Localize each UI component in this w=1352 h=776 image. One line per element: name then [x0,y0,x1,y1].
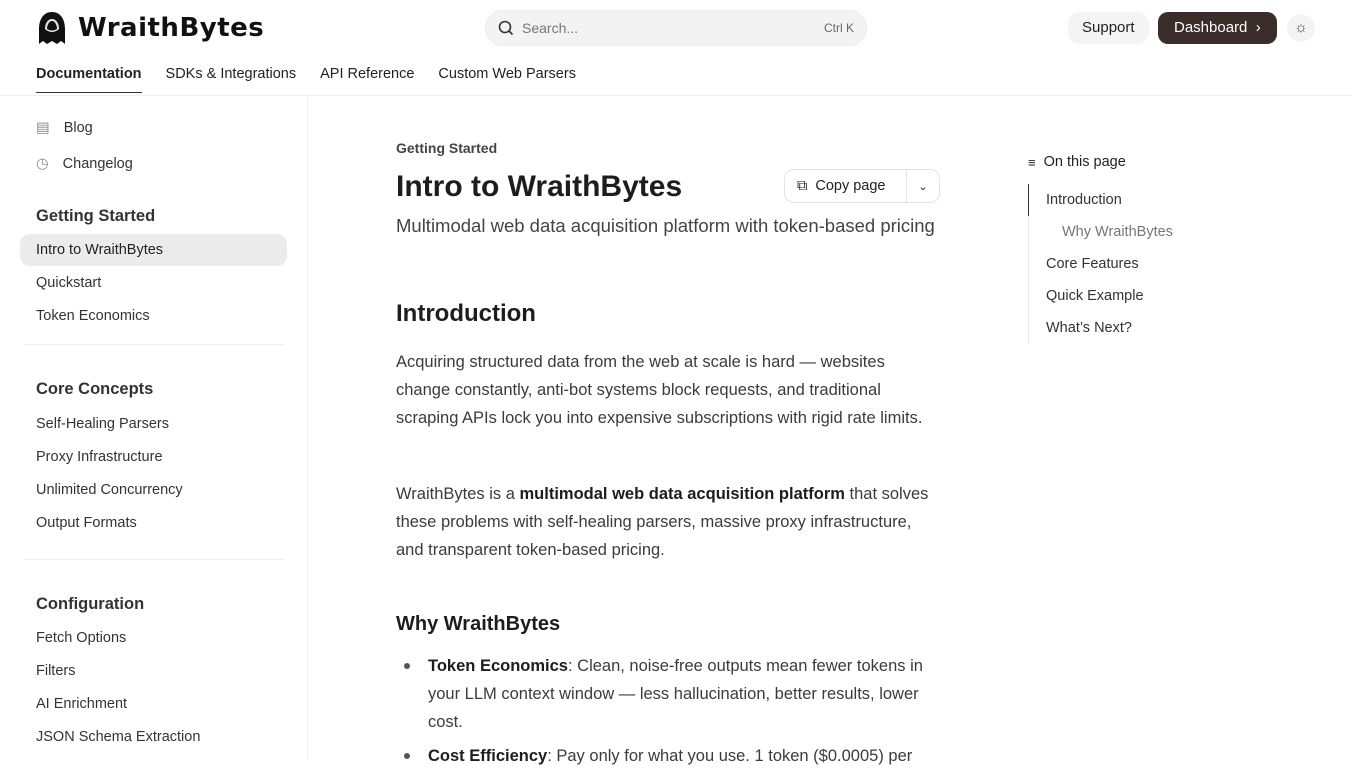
sidebar-item-intro[interactable]: Intro to WraithBytes [36,242,164,258]
sidebar-item-changelog[interactable] [36,156,133,172]
chevron-down-icon[interactable]: ⌄ [918,180,928,193]
tab-documentation[interactable]: Documentation [36,66,142,93]
sidebar-item-token-economics[interactable]: Token Economics [36,308,150,324]
sidebar-group-title: Getting Started [36,207,156,225]
bold-text: multimodal web data acquisition platform [519,485,845,503]
sidebar-item-label: Changelog [62,156,133,172]
paragraph [396,480,942,564]
paragraph: Acquiring structured data from the web at scale is hard — websites change constantly, anti-bot systems block requests, and traditional scraping APIs lock you into expensive subscriptions with rigid rate limits. [396,353,923,427]
ghost-logo-icon [36,11,68,45]
tab-custom-parsers[interactable]: Custom Web Parsers [438,66,576,82]
tab-api-reference[interactable]: API Reference [320,66,415,82]
divider [24,559,284,560]
toc-item-core-features[interactable]: Core Features [1046,256,1139,272]
search-shortcut: Ctrl K [824,21,854,35]
bold-text: Token Economics [428,657,568,675]
copy-page-button[interactable] [784,169,940,203]
toc-item-why[interactable]: Why WraithBytes [1062,224,1173,240]
section-heading: Why WraithBytes [396,613,561,635]
dashboard-button[interactable] [1158,12,1277,44]
text: WraithBytes is a [396,485,520,503]
search-placeholder: Search... [522,20,579,36]
sidebar-item-ai-enrichment[interactable]: AI Enrichment [36,696,128,712]
chevron-right-icon: › [1255,19,1261,36]
toc-item-whats-next[interactable]: What’s Next? [1046,320,1132,336]
text: that solves these problems with self-healing parsers, massive proxy infrastructure, and transparent token-based pricing. [396,485,929,559]
sidebar-item-label: Blog [63,120,93,136]
toc-list [1028,184,1228,344]
sidebar-item-fetch-options[interactable]: Fetch Options [36,630,127,646]
sidebar-item-filters[interactable]: Filters [36,663,76,679]
table-of-contents [1028,154,1173,336]
sidebar-group-title: Configuration [36,595,145,613]
copy-page-main[interactable] [785,170,907,202]
copy-page-label: Copy page [815,178,886,194]
text: : Clean, noise-free outputs mean fewer tokens in your LLM context window — less hallucination, better results, lower cost. [428,657,923,731]
copy-icon: ⧉ [797,178,808,194]
bullet-list [396,652,942,776]
sidebar [0,96,308,760]
divider [24,344,284,345]
toc-title [1028,154,1126,170]
sidebar-item-json-schema[interactable]: JSON Schema Extraction [36,729,201,745]
tab-sdks[interactable]: SDKs & Integrations [165,66,297,82]
list-icon: ≡ [1028,154,1036,170]
newspaper-icon: ▤ [36,120,50,136]
sidebar-item-self-healing[interactable]: Self-Healing Parsers [36,416,169,432]
sidebar-item-proxy[interactable]: Proxy Infrastructure [36,449,163,465]
top-nav [36,66,576,93]
clock-icon: ◷ [36,156,49,172]
section-heading: Introduction [396,300,536,327]
toc-item-introduction[interactable]: Introduction [1028,184,1122,216]
page-title: Intro to WraithBytes [396,170,683,203]
sidebar-item-output-formats[interactable]: Output Formats [36,515,137,531]
toc-title-label: On this page [1043,154,1126,170]
bold-text: Cost Efficiency [428,747,548,765]
list-item [396,742,942,770]
page-subtitle: Multimodal web data acquisition platform with token-based pricing [396,215,935,236]
list-item [396,652,942,736]
search-icon [498,20,514,36]
sidebar-item-blog[interactable] [36,120,93,136]
dashboard-label: Dashboard [1174,19,1248,36]
logo[interactable] [36,11,264,45]
brand-name: WraithBytes [78,13,265,43]
theme-toggle-sun-icon[interactable]: ☼ [1287,14,1315,42]
text: : Pay only for what you use. 1 token ($0.0005) per [547,747,913,765]
breadcrumb: Getting Started [396,140,498,156]
sidebar-item-concurrency[interactable]: Unlimited Concurrency [36,482,183,498]
sidebar-group-title: Core Concepts [36,380,154,398]
sidebar-item-quickstart[interactable]: Quickstart [36,275,102,291]
support-button[interactable]: Support [1068,12,1149,44]
toc-item-quick-example[interactable]: Quick Example [1046,288,1144,304]
top-header [0,0,1352,96]
search-input[interactable] [485,10,867,46]
